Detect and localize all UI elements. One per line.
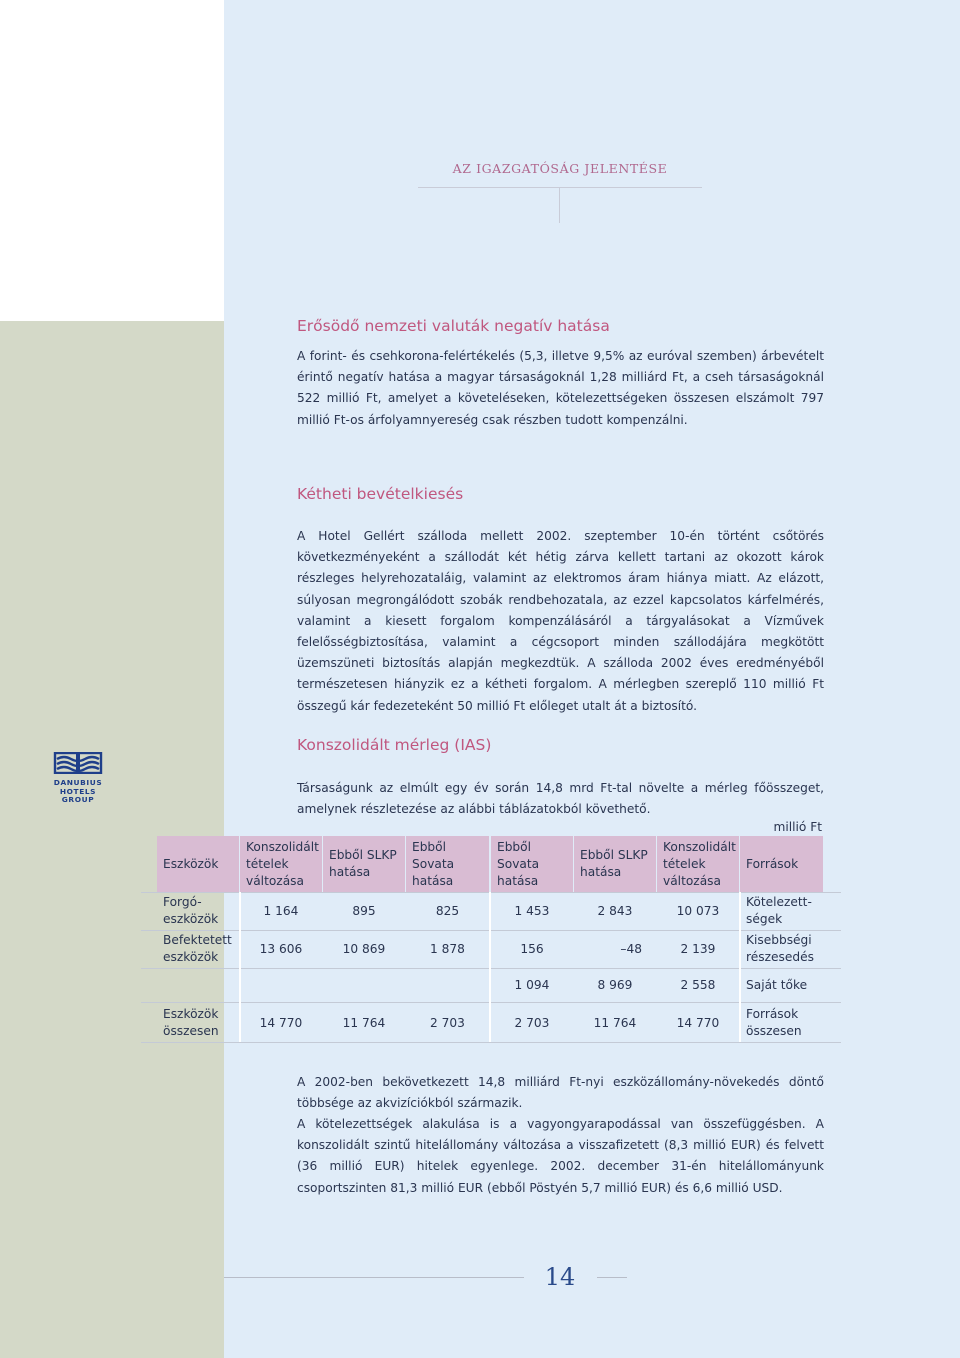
table-cell: 8 969 — [597, 978, 633, 992]
column-divider — [239, 892, 241, 1042]
table-cell: 13 606 — [259, 942, 303, 956]
row-label-left — [141, 968, 239, 1002]
running-header: AZ IGAZGATÓSÁG JELENTÉSE — [452, 161, 668, 176]
header-col-2: Ebből SLKP hatása — [323, 836, 405, 892]
footer-rule-left — [224, 1277, 524, 1278]
header-col-3: Ebből Sovata hatása — [406, 836, 489, 892]
table-cell: 1 878 — [430, 942, 465, 956]
heading-revenue-loss: Kétheti bevételkiesés — [297, 485, 464, 503]
row-label-left: Eszközök összesen — [163, 1007, 219, 1038]
table-cell: 14 770 — [676, 1016, 720, 1030]
paragraph-revenue-loss: A Hotel Gellért szálloda mellett 2002. szeptember 10-én történt csőtörés következményeként a szállodát két hétig zárva kellett tartani az okozott károk részleges helyrehozataláig, valamint az elektromos áram hiánya miatt. Az elázott, súlyosan megrongálódott szobák rendbehozatala, az ezzel kapcsolatos kárfelmérés, valamint a kiesett forgalom kompenzálásáról a tárgyalásokat a Vízművek felelősségbiztosítása, valamint a cégcsoport minden szállodájára megkötött üzemszüneti biztosítás alapján megkezdtük. A szálloda 2002 éves eredményéből természetesen hiányzik ez a kétheti forgalom. A mérlegben szereplő 110 millió Ft összegű kár fedezeteként 50 millió Ft előleget utalt át a biztosító. — [297, 529, 824, 713]
row-label-right: Kisebbségi részesedés — [746, 933, 814, 964]
header-col-6: Konszolidált tételek változása — [657, 836, 739, 892]
header-assets: Eszközök — [157, 836, 239, 892]
header-col-1: Konszolidált tételek változása — [240, 836, 322, 892]
heading-balance-sheet: Konszolidált mérleg (IAS) — [297, 736, 492, 754]
table-cell — [240, 968, 322, 1002]
header-col-5: Ebből SLKP hatása — [574, 836, 656, 892]
column-divider — [489, 892, 491, 1042]
row-label-right: Saját tőke — [746, 977, 808, 992]
row-label-right: Források összesen — [746, 1007, 802, 1038]
table-cell — [406, 968, 489, 1002]
paragraph-currency: A forint- és csehkorona-felértékelés (5,3, illetve 9,5% az euróval szemben) árbevételt érintő negatív hatása a magyar társaságoknál 1,28 milliárd Ft, a cseh társaságoknál 522 millió Ft, amelyet a követeléseken, kötelezettségeken összesen elszámolt 797 millió Ft-os árfolyamnyereség csak részben tudott kompenzálni. — [297, 349, 824, 427]
header-sources: Források — [740, 836, 823, 892]
heading-currency: Erősödő nemzeti valuták negatív hatása — [297, 317, 610, 335]
row-label-left: Forgó-eszközök — [163, 895, 219, 926]
table-cell: 2 703 — [514, 1016, 550, 1030]
table-cell: 11 764 — [593, 1016, 637, 1030]
table-cell: 11 764 — [342, 1016, 386, 1030]
table-cell: 2 558 — [680, 978, 716, 992]
paragraph-balance-sheet: Társaságunk az elmúlt egy év során 14,8 mrd Ft-tal növelte a mérleg főösszeget, amelynek részletezése az alábbi táblázatokból követhető. — [297, 781, 824, 817]
table-cell: 10 073 — [676, 904, 720, 918]
table-rule — [141, 930, 841, 931]
table-cell: 2 843 — [597, 904, 633, 918]
table-rule — [141, 1002, 841, 1003]
table-cell: 1 164 — [263, 904, 299, 918]
row-label-left: Befektetett eszközök — [163, 933, 232, 964]
table-cell: 156 — [520, 942, 544, 956]
table-cell — [323, 968, 405, 1002]
table-rule — [141, 968, 841, 969]
table-cell: 825 — [435, 904, 460, 918]
paragraph-liabilities: A kötelezettségek alakulása is a vagyongyarapodással van összefüggésben. A konszolidált szintű hitelállomány változása a visszafizetett (8,3 millió EUR) és felvett (36 millió EUR) hitelek egyenlege. 2002. december 31-én hitelállományunk csoportszinten 81,3 millió EUR (ebből Pöstyén 5,7 millió EUR) és 6,6 millió USD. — [297, 1117, 824, 1195]
logo-text-3: GROUP — [61, 795, 95, 805]
footer-rule-right — [597, 1277, 627, 1278]
logo-text-1: DANUBIUS — [53, 778, 103, 787]
paragraph-growth: A 2002-ben bekövetkezett 14,8 milliárd Ft-nyi eszközállomány-növekedés döntő többsége az akvizíciókból származik. — [297, 1075, 824, 1111]
table-cell: 1 094 — [514, 978, 550, 992]
table-unit: millió Ft — [773, 820, 822, 834]
header-tick — [559, 188, 560, 223]
table-cell: –48 — [620, 942, 642, 956]
table-cell: 10 869 — [342, 942, 386, 956]
page-number: 14 — [544, 1263, 576, 1291]
table-rule — [141, 892, 841, 893]
row-label-right: Kötelezett-ségek — [746, 895, 812, 926]
danubius-emblem-icon — [52, 752, 104, 774]
table-cell: 2 139 — [680, 942, 716, 956]
table-cell: 895 — [352, 904, 376, 918]
table-cell: 1 453 — [514, 904, 550, 918]
column-divider — [739, 892, 741, 1042]
header-rule — [418, 187, 702, 188]
table-rule — [141, 1042, 841, 1043]
table-cell: 14 770 — [259, 1016, 303, 1030]
table-cell: 2 703 — [430, 1016, 465, 1030]
danubius-logo — [44, 752, 112, 805]
logo-text-2: HOTELS — [59, 786, 97, 796]
balance-sheet-table — [141, 836, 841, 1042]
header-col-4: Ebből Sovata hatása — [491, 836, 573, 892]
